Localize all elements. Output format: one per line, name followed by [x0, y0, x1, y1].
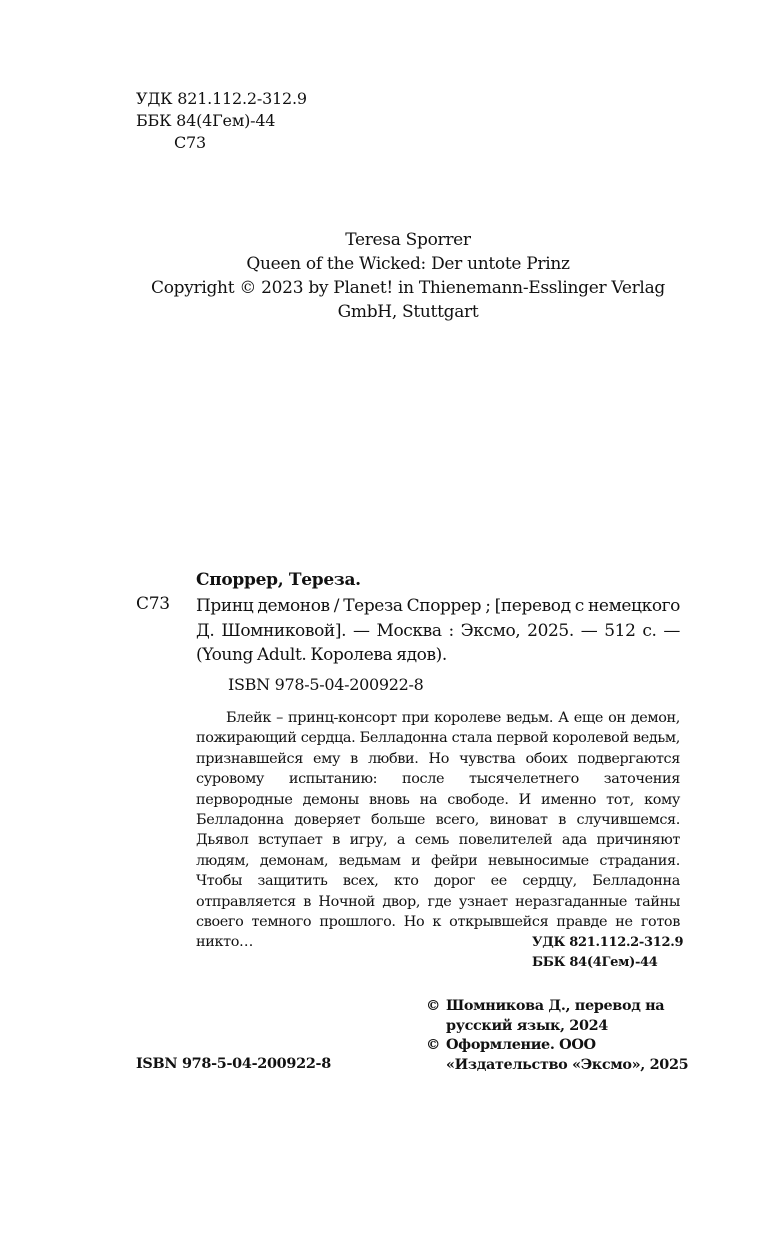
copyright-symbol: ©	[426, 997, 441, 1014]
translation-copyright	[426, 996, 690, 1016]
copyright-notices	[426, 996, 690, 1075]
original-author: Teresa Sporrer	[345, 230, 471, 250]
udk-code: УДК 821.112.2-312.9	[136, 89, 307, 108]
author-mark: С73	[174, 133, 207, 152]
record-description: Принц демонов / Тереза Споррер ; [перевод с немецкого Д. Шомниковой]. — Москва : Эксмо, 2025. — 512 с. — (Young Adult. Королева ядов).	[196, 596, 680, 665]
translation-copyright-line1: Шомникова Д., перевод на	[446, 997, 665, 1014]
translation-copyright-line2: русский язык, 2024	[446, 1016, 608, 1034]
design-copyright	[426, 1035, 690, 1055]
design-copyright-line2: «Издательство «Эксмо», 2025	[446, 1056, 689, 1074]
original-copyright-line2: GmbH, Stuttgart	[337, 302, 479, 322]
original-copyright-line1: Copyright © 2023 by Planet! in Thienemann-Esslinger Verlag	[150, 278, 665, 298]
record-author-heading: Споррер, Тереза.	[196, 570, 361, 590]
design-copyright-line1: Оформление. ООО	[446, 1036, 596, 1054]
copyright-symbol: ©	[426, 1036, 441, 1054]
isbn-footer: ISBN 978-5-04-200922-8	[136, 1055, 331, 1072]
original-edition	[120, 228, 696, 324]
annotation: Блейк – принц-консорт при королеве ведьм. А еще он демон, пожирающий сердца. Белладонна стала первой королевой ведьм, признавшейся ему в любви. Но чувства обоих подвергаются суровому испытанию: после тысячелетнего заточения первородные демоны вновь на свободе. И именно тот, кому Белладонна доверяет больше всего, виноват в случившемся. Дьявол вступает в игру, а семь повелителей ада причиняют людям, демонам, ведьмам и фейри невыносимые страдания. Чтобы защитить всех, кто дорог ее сердцу, Белладонна отправляется в Ночной двор, где узнает неразгаданные тайны своего темного прошлого. Но к открывшейся правде не готов никто…	[196, 710, 680, 951]
classification-top	[136, 88, 307, 154]
record-author-mark: С73	[136, 594, 170, 614]
classification-bottom	[532, 933, 683, 972]
bbk-code: ББК 84(4Гем)-44	[136, 111, 276, 130]
record-isbn: ISBN 978-5-04-200922-8	[228, 675, 424, 694]
original-title: Queen of the Wicked: Der untote Prinz	[246, 254, 570, 274]
bbk-code-bottom: ББК 84(4Гем)-44	[532, 954, 658, 970]
udk-code-bottom: УДК 821.112.2-312.9	[532, 935, 684, 950]
